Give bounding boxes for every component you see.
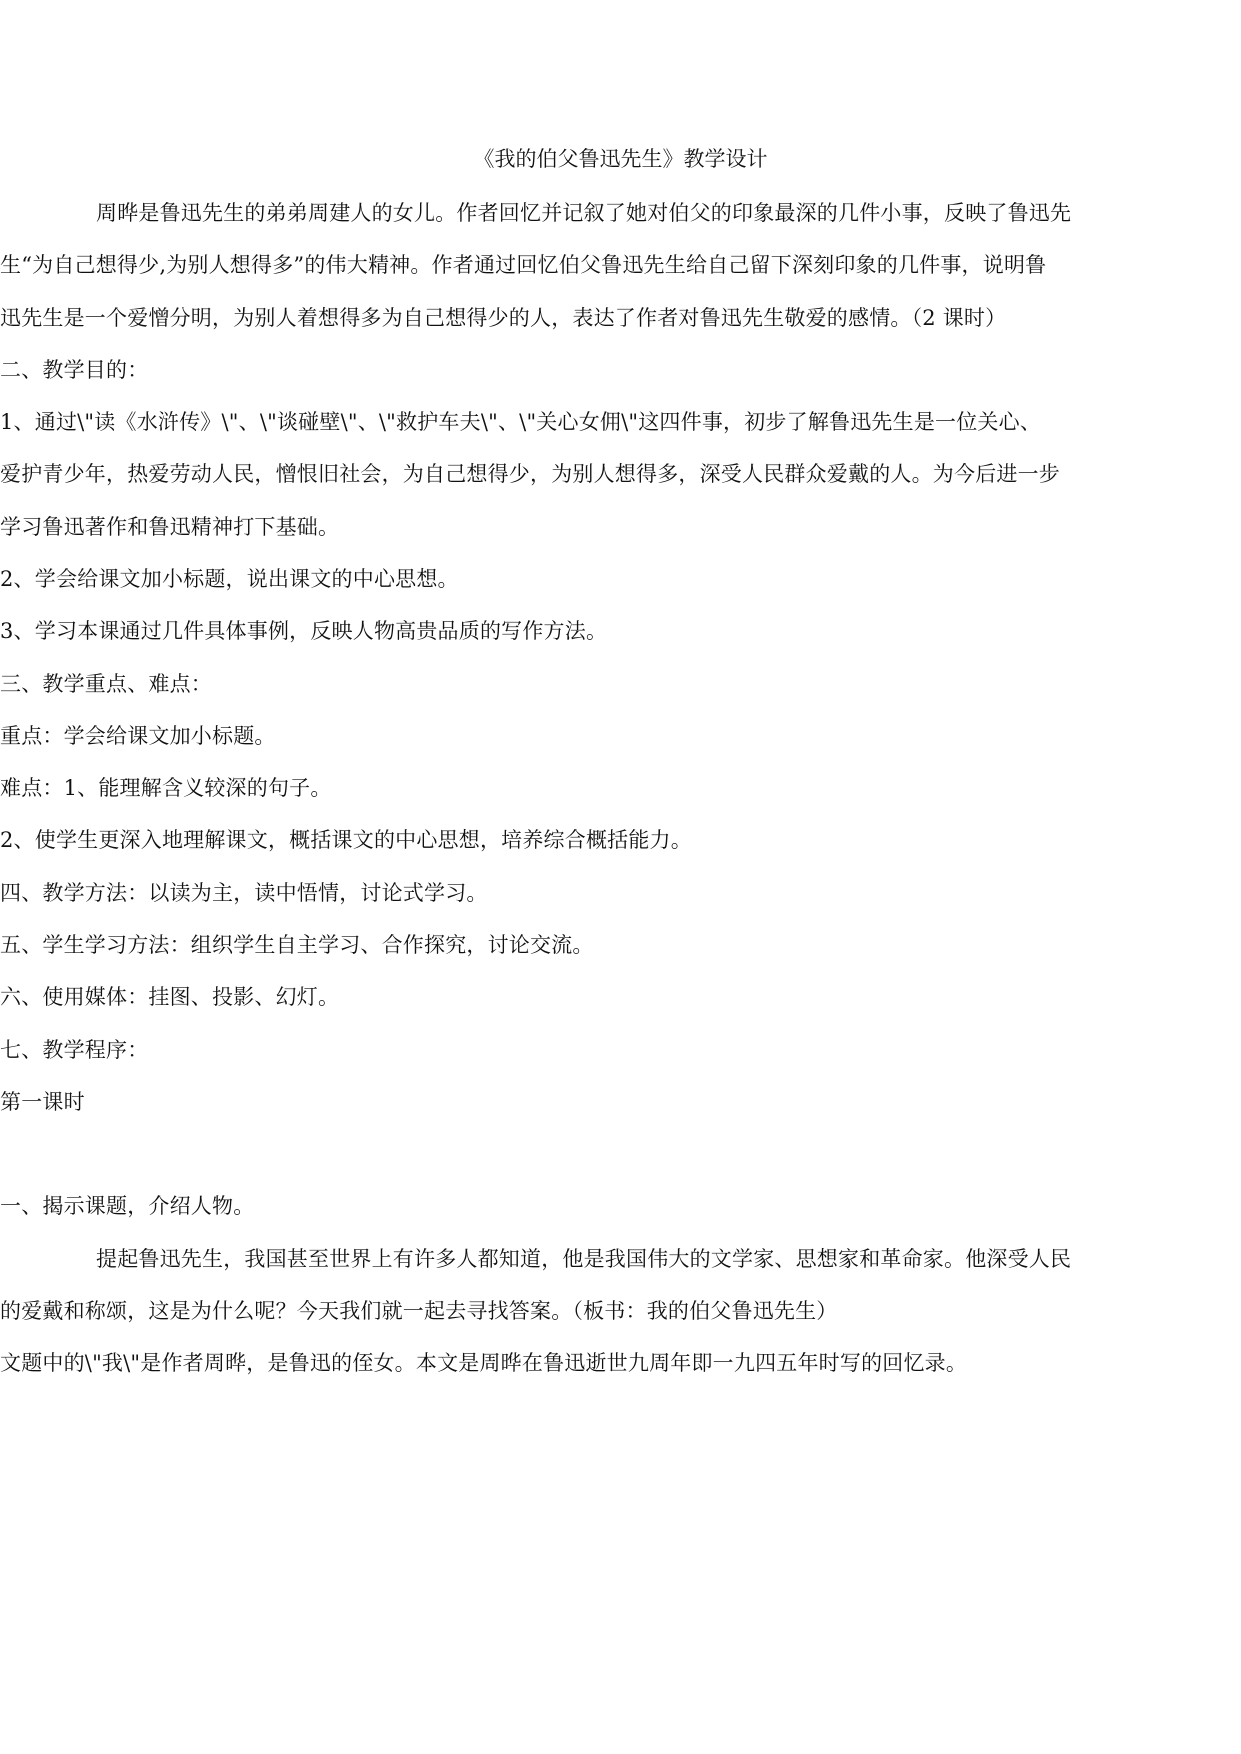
difficulty-1: 难点：1、能理解含义较深的句子。 bbox=[0, 776, 332, 800]
objective-3: 3、学习本课通过几件具体事例，反映人物高贵品质的写作方法。 bbox=[0, 619, 608, 643]
document-title: 《我的伯父鲁迅先生》教学设计 bbox=[473, 147, 768, 171]
objective-1-line-2: 爱护青少年，热爱劳动人民，憎恨旧社会，为自己想得少，为别人想得多，深受人民群众爱戴的人。为今后进一步 bbox=[0, 462, 1060, 486]
step-1-heading: 一、揭示课题，介绍人物。 bbox=[0, 1194, 255, 1218]
key-points-heading: 三、教学重点、难点： bbox=[0, 672, 212, 696]
step-1-text-line-2: 的爱戴和称颂，这是为什么呢？今天我们就一起去寻找答案。（板书：我的伯父鲁迅先生） bbox=[0, 1299, 838, 1323]
objective-2: 2、学会给课文加小标题，说出课文的中心思想。 bbox=[0, 567, 459, 591]
lesson-1-heading: 第一课时 bbox=[0, 1090, 85, 1114]
media: 六、使用媒体：挂图、投影、幻灯。 bbox=[0, 985, 340, 1009]
intro-line-2: 生“为自己想得少,为别人想得多”的伟大精神。作者通过回忆伯父鲁迅先生给自己留下深刻印象的几件事，说明鲁 bbox=[0, 253, 1047, 277]
title-note: 文题中的\"我\"是作者周晔，是鲁迅的侄女。本文是周晔在鲁迅逝世九周年即一九四五年时写的回忆录。 bbox=[0, 1351, 968, 1375]
intro-line-1: 周晔是鲁迅先生的弟弟周建人的女儿。作者回忆并记叙了她对伯父的印象最深的几件小事，反映了鲁迅先 bbox=[96, 201, 1072, 225]
objective-1-line-1: 1、通过\"读《水浒传》\"、\"谈碰壁\"、\"救护车夫\"、\"关心女佣\"这四件事，初步了解鲁迅先生是一位关心、 bbox=[0, 410, 1042, 434]
objective-1-line-3: 学习鲁迅著作和鲁迅精神打下基础。 bbox=[0, 515, 340, 539]
step-1-text-line-1: 提起鲁迅先生，我国甚至世界上有许多人都知道，他是我国伟大的文学家、思想家和革命家。他深受人民 bbox=[96, 1247, 1072, 1271]
difficulty-2: 2、使学生更深入地理解课文，概括课文的中心思想，培养综合概括能力。 bbox=[0, 828, 692, 852]
student-methods: 五、学生学习方法：组织学生自主学习、合作探究，讨论交流。 bbox=[0, 933, 594, 957]
key-point: 重点：学会给课文加小标题。 bbox=[0, 724, 276, 748]
intro-line-3: 迅先生是一个爱憎分明，为别人着想得多为自己想得少的人，表达了作者对鲁迅先生敬爱的感情。（2 课时） bbox=[0, 306, 1007, 330]
objectives-heading: 二、教学目的： bbox=[0, 358, 149, 382]
procedure-heading: 七、教学程序： bbox=[0, 1038, 149, 1062]
teaching-methods: 四、教学方法：以读为主，读中悟情，讨论式学习。 bbox=[0, 881, 488, 905]
